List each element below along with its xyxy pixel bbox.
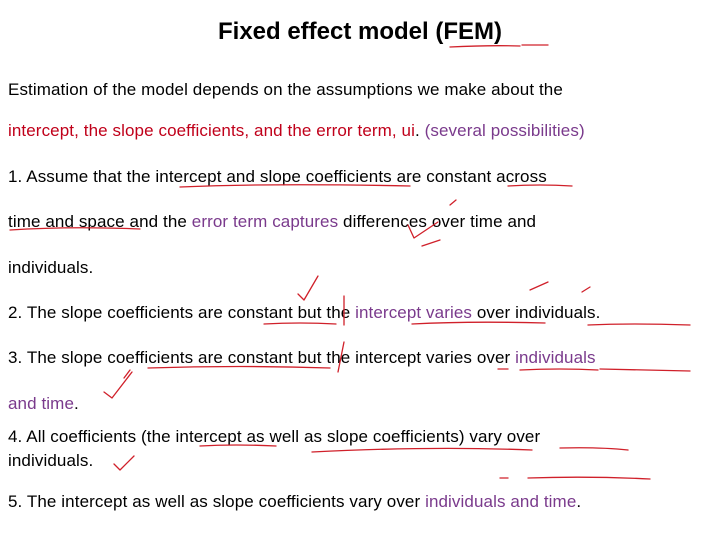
underline-slope-4	[312, 448, 628, 452]
item-3-line-1	[8, 348, 596, 368]
slide-title: Fixed effect model (FEM)	[217, 18, 503, 45]
item-4-text-a: 4. All coefficients (the intercept as well as slope coefficients) vary over	[8, 427, 541, 446]
item-4-line-2	[8, 451, 93, 471]
check-item-4	[114, 456, 134, 470]
item-3-time-text: and time	[8, 394, 75, 413]
check-item-2a	[530, 282, 590, 292]
item-1-line-3	[8, 258, 93, 278]
item-2-line	[8, 303, 600, 323]
item-5-text-a: 5. The intercept as well as slope coefficients vary over	[8, 492, 426, 511]
item-1-error-term-text: error term captures	[191, 212, 339, 231]
item-1-line-1	[8, 167, 547, 187]
underline-constant-2	[264, 323, 336, 324]
item-4-line-1	[8, 427, 540, 447]
intro-separator: .	[414, 121, 425, 140]
intro-possibilities-text: (several possibilities)	[424, 121, 585, 140]
item-3-line-2	[8, 394, 79, 414]
item-1-line-2	[8, 212, 536, 232]
item-5-period: .	[576, 492, 582, 511]
underline-item-5	[528, 477, 650, 479]
item-1-text: 1. Assume that the intercept and slope coefficients are constant across	[8, 167, 547, 186]
underline-individuals-3	[520, 369, 690, 371]
intro-assumptions-text: intercept, the slope coefficients, and the error term, ui	[8, 121, 415, 140]
item-1-text-a: time and space and the	[8, 212, 192, 231]
item-4-text-b: individuals.	[8, 451, 94, 470]
item-3-period: .	[74, 394, 79, 413]
check-item-1	[298, 276, 318, 300]
item-5-line	[8, 492, 581, 512]
item-3-individuals-text: individuals	[515, 348, 596, 367]
intro-line-1	[8, 80, 563, 100]
item-5-individuals-time-text: individuals and time	[425, 492, 577, 511]
item-1-text-b: differences over time and	[338, 212, 537, 231]
item-2-intercept-text: intercept varies	[355, 303, 472, 322]
item-1-text-c: individuals.	[8, 258, 94, 277]
underline-individuals-2	[588, 324, 690, 325]
item-3-text-a: 3. The slope coefficients are constant but the intercept varies over	[8, 348, 516, 367]
intro-text: Estimation of the model depends on the assumptions we make about the	[8, 80, 563, 99]
check-item-3	[104, 370, 132, 398]
item-2-text-a: 2. The slope coefficients are constant but the	[8, 303, 356, 322]
intro-line-2	[8, 121, 585, 141]
item-2-text-b: over individuals.	[472, 303, 601, 322]
